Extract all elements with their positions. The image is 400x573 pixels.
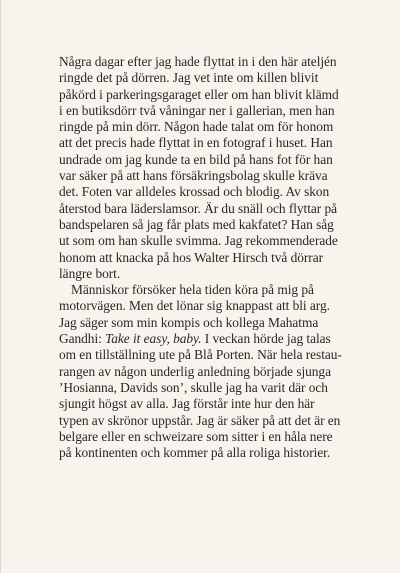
text-line: ringde på min dörr. Någon hade talat om för honom xyxy=(59,119,334,135)
text-line: Några dagar efter jag hade flyttat in i den här ateljén xyxy=(59,54,337,69)
text-line: att det precis hade flyttat in en fotograf i huset. Han xyxy=(59,135,333,151)
body-text xyxy=(59,54,355,461)
text-line: ut som om han skulle svimma. Jag rekommenderade xyxy=(59,233,338,249)
text-fragment: I veckan hörde jag talas xyxy=(201,331,331,347)
text-line: honom att knacka på hos Walter Hirsch två dörrar xyxy=(59,249,324,265)
text-line: motorvägen. Men det lönar sig knappast att bli arg. xyxy=(59,298,330,314)
text-line: rangen av någon underlig anledning började sjunga xyxy=(59,363,331,379)
text-line: i en butiksdörr två våningar ner i gallerian, men han xyxy=(59,102,335,118)
text-line: var säker på att hans försäkringsbolag skulle kräva xyxy=(59,168,328,184)
text-line: sjungit högst av alla. Jag förstår inte hur den här xyxy=(59,396,315,412)
text-line: på kontinenten och kommer på alla roliga historier. xyxy=(59,445,331,461)
text-line: om en tillställning ute på Blå Porten. När hela restau- xyxy=(59,347,342,363)
text-line: längre bort. xyxy=(59,265,121,281)
text-line: ’Hosianna, Davids son’, skulle jag ha varit där och xyxy=(59,379,328,395)
paragraph-2 xyxy=(59,282,355,461)
text-line: bandspelaren så jag får plats med kakfatet? Han såg xyxy=(59,216,334,232)
paragraph-1 xyxy=(59,54,355,282)
text-line: Jag säger som min kompis och kollega Mahatma xyxy=(59,314,319,330)
text-line-with-italic xyxy=(59,331,355,347)
text-line: ringde det på dörren. Jag vet inte om killen blivit xyxy=(59,70,319,86)
text-line: påkörd i parkeringsgaraget eller om han blivit klämd xyxy=(59,86,339,102)
text-line: typen av skrönor uppstår. Jag är säker på att det är en xyxy=(59,412,341,428)
text-line: belgare eller en schweizare som sitter i en håla nere xyxy=(59,428,333,444)
text-line: Människor försöker hela tiden köra på mig på xyxy=(71,282,314,298)
text-line: återstod bara läderslamsor. Är du snäll och flyttar på xyxy=(59,200,338,216)
text-fragment: Gandhi: xyxy=(59,331,106,347)
italic-quote: Take it easy, baby. xyxy=(105,331,202,347)
text-line: det. Foten var alldeles krossad och blodig. Av skon xyxy=(59,184,330,200)
text-line: undrade om jag kunde ta en bild på hans fot för han xyxy=(59,151,333,167)
